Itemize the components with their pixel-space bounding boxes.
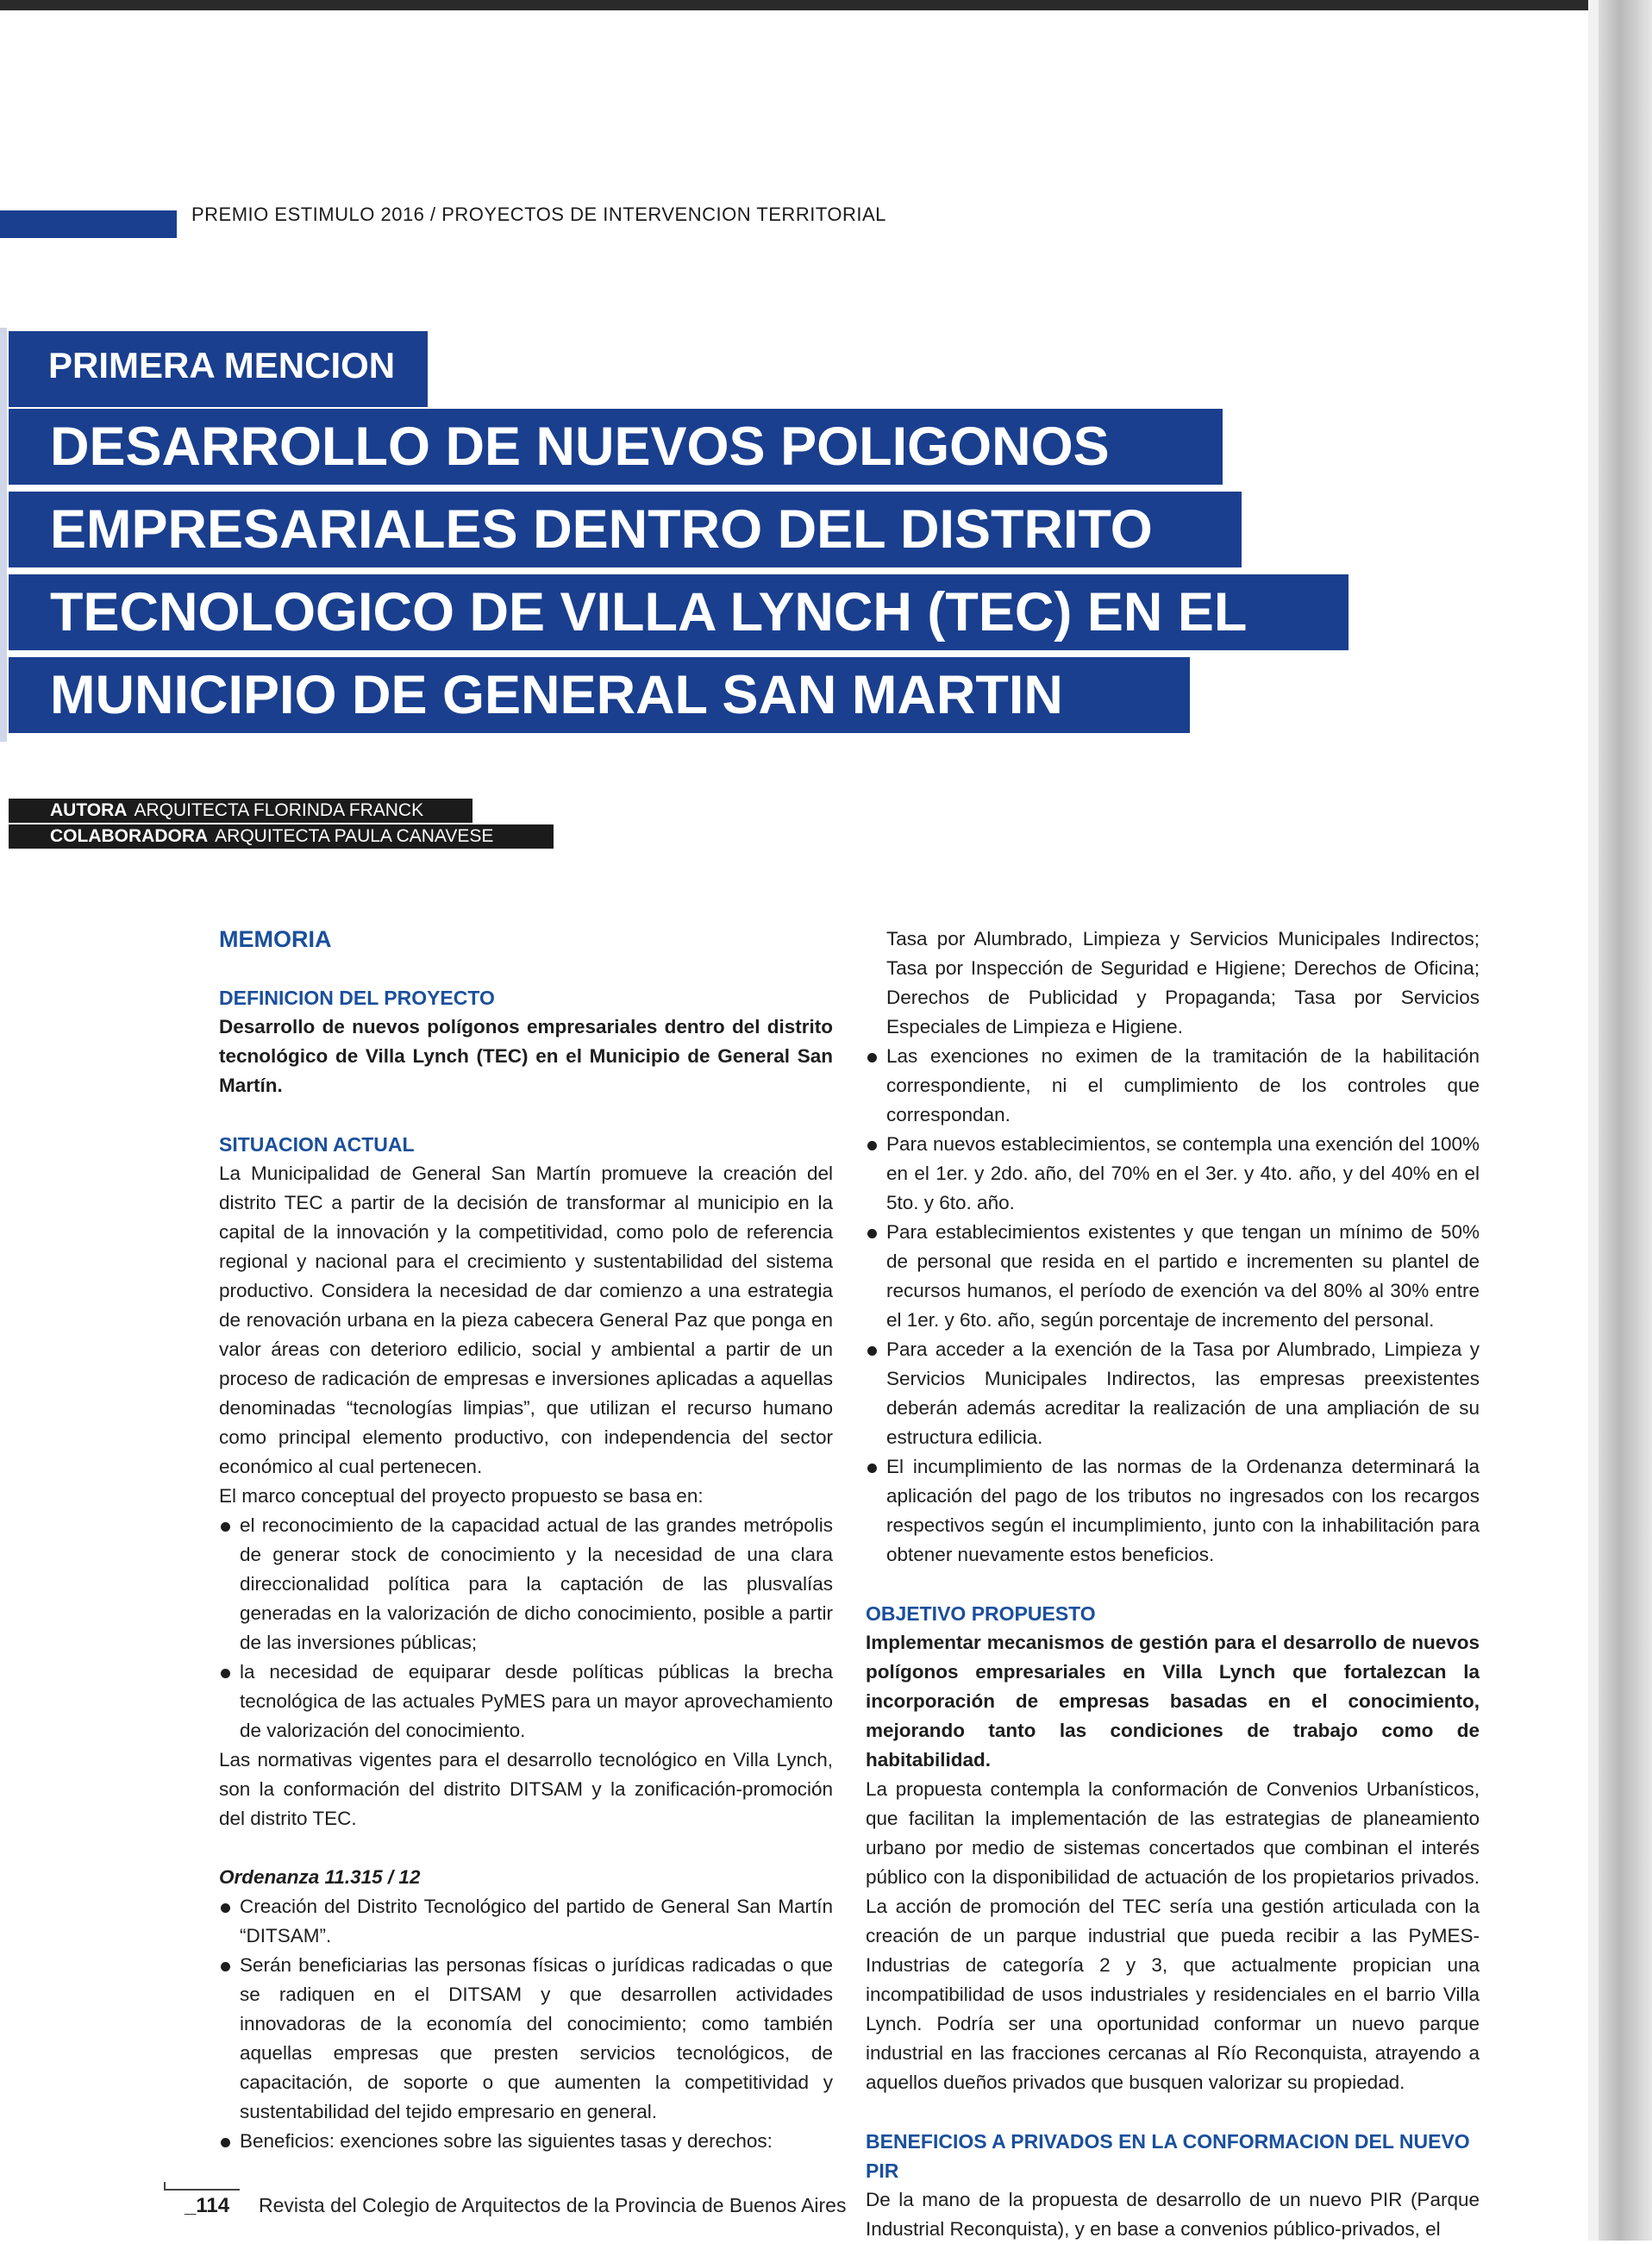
list-item-text: El incumplimiento de las normas de la Ordenanza determinará la aplicación del pago de los tributos no ingresados con los recargos respectivos según el incumplimiento, junto con la inhabilitación para obtener nuevamente estos beneficios. [886,1456,1480,1565]
collaborator-label: COLABORADORA [50,826,209,846]
binding-gap [1588,0,1599,2241]
list-item [866,1452,1480,1570]
definicion-text: Desarrollo de nuevos polígonos empresariales dentro del distrito tecnológico de Villa Lynch (TEC) en el Municipio de General San Martín. [219,1016,833,1096]
list-item [866,1218,1480,1335]
list-item-text: Serán beneficiarias las personas físicas o jurídicas radicadas o que se radiquen en el DITSAM y que desarrollen actividades innovadoras de la economía del conocimiento; como también aquellas empresas que presten servicios tecnológicos, de capacitación, de soporte o que aumenten la competitividad y sustentabilidad del tejido empresario en general. [240,1954,833,2122]
bullet-icon [867,1464,877,1473]
list-item [866,1130,1480,1218]
author-label: AUTORA [50,800,128,820]
list-item [866,1042,1480,1130]
list-item-text: Para establecimientos existentes y que tengan un mínimo de 50% de personal que resida en el partido e incrementen su plantel de recursos humanos, el período de exención va del 80% al 30% entre el 1er. y 6to. año, según porcentaje de incremento del personal. [886,1221,1480,1331]
situacion-paragraph-1: La Municipalidad de General San Martín promueve la creación del distrito TEC a partir de la decisión de transformar al municipio en la capital de la innovación y la competitividad, como polo de referencia regional y nacional para el crecimiento y sustentabilidad del sistema productivo. Considera la necesidad de dar comienzo a una estrategia de renovación urbana en la pieza cabecera General Paz que ponga en valor áreas con deterioro edilicio, social y ambiental a partir de un proceso de radicación de empresas e inversiones aplicadas a aquellas denominadas “tecnologías limpias”, que utilizan el recurso humano como principal elemento productivo, con independencia del sector económico al cual pertenecen. [219,1163,833,1477]
benefits-continuation: Tasa por Alumbrado, Limpieza y Servicios Municipales Indirectos; Tasa por Inspección de Seguridad e Higiene; Derechos de Oficina; Derechos de Publicidad y Propaganda; Tasa por Servicios Especiales de Limpieza e Higiene. [886,928,1480,1037]
right-column [866,925,1480,2244]
list-item [219,1658,833,1746]
list-item-text: el reconocimiento de la capacidad actual de las grandes metrópolis de generar stock de conocimiento y la necesidad de una clara direccionalidad política para la captación de las plusvalías generadas en la valorización de dicho conocimiento, posible a partir de las inversiones públicas; [240,1514,833,1653]
bullet-icon [221,1962,230,1971]
bullet-icon [221,1522,230,1532]
list-item-text: Para acceder a la exención de la Tasa por Alumbrado, Limpieza y Servicios Municipales Indirectos, las empresas preexistentes deberán además acreditar la realización de una ampliación de su estructura edilicia. [886,1338,1480,1448]
award-tag: PRIMERA MENCION [48,345,396,385]
list-item [219,1951,833,2127]
footer-rule [164,2189,240,2191]
list-item [219,2127,833,2156]
bullet-icon [867,1346,877,1356]
situacion-paragraph-2: El marco conceptual del proyecto propuesto se basa en: [219,1485,704,1507]
title-left-rule [0,328,7,742]
bullet-icon [221,1669,230,1678]
list-item [219,1511,833,1658]
facing-page-edge [1599,0,1652,2241]
collaborator-name: ARQUITECTA PAULA CANAVESE [215,826,494,846]
list-item-text: Creación del Distrito Tecnológico del partido de General San Martín “DITSAM”. [240,1896,833,1946]
section-kicker: PREMIO ESTIMULO 2016 / PROYECTOS DE INTERVENCION TERRITORIAL [191,204,886,225]
list-item-text: Beneficios: exenciones sobre las siguientes tasas y derechos: [240,2130,773,2152]
publication-name: Revista del Colegio de Arquitectos de la Provincia de Buenos Aires [259,2194,847,2216]
author-credit [9,799,472,823]
bullet-icon [221,2138,230,2147]
title-line-3: TECNOLOGICO DE VILLA LYNCH (TEC) EN EL [9,574,1349,650]
kicker-bar [0,210,177,238]
left-column [219,925,833,2156]
situacion-heading: SITUACION ACTUAL [219,1133,415,1156]
situacion-paragraph-3: Las normativas vigentes para el desarrollo tecnológico en Villa Lynch, son la conformación del distrito DITSAM y la zonificación-promoción del distrito TEC. [219,1749,833,1829]
objetivo-text: La propuesta contempla la conformación de Convenios Urbanísticos, que facilitan la implementación de las estrategias de planeamiento urbano por medio de sistemas concertados que combinan el interés público con la disponibilidad de actuación de los propietarios privados. La acción de promoción del TEC sería una gestión articulada con la creación de un parque industrial que pueda recibir a las PyMES-Industrias de categoría 2 y 3, que actualmente propician una incompatibilidad de usos industriales y residenciales en el barrio Villa Lynch. Podría ser una oportunidad conformar un nuevo parque industrial en las fracciones cercanas al Río Reconquista, atrayendo a aquellos dueños privados que busquen valorizar su propiedad. [866,1778,1480,2093]
definicion-heading: DEFINICION DEL PROYECTO [219,987,495,1009]
author-name: ARQUITECTA FLORINDA FRANCK [134,800,424,820]
list-item-text: Las exenciones no eximen de la tramitación de la habilitación correspondiente, ni el cumplimiento de los controles que correspondan. [886,1045,1480,1125]
title-line-2: EMPRESARIALES DENTRO DEL DISTRITO [9,492,1242,567]
ordenanza-title: Ordenanza 11.315 / 12 [219,1866,421,1888]
page-top-edge [0,0,1652,10]
list-item [219,1892,833,1951]
title-line-1: DESARROLLO DE NUEVOS POLIGONOS [9,409,1223,485]
memoria-heading: MEMORIA [219,926,332,952]
list-item-text: Para nuevos establecimientos, se contempla una exención del 100% en el 1er. y 2do. año, del 70% en el 3er. y 4to. año, y del 40% en el 5to. y 6to. año. [886,1133,1480,1213]
page-number: _114 [185,2194,230,2217]
title-line-4: MUNICIPIO DE GENERAL SAN MARTIN [9,657,1190,733]
bullet-icon [867,1053,877,1062]
bullet-icon [867,1229,877,1238]
list-item-text: la necesidad de equiparar desde políticas públicas la brecha tecnológica de las actuales PyMES para un mayor aprovechamiento de valorización del conocimiento. [240,1661,833,1741]
list-item [866,1335,1480,1452]
objetivo-lead: Implementar mecanismos de gestión para el desarrollo de nuevos polígonos empresariales en Villa Lynch que fortalezcan la incorporación de empresas basadas en el conocimiento, mejorando tanto las condiciones de trabajo como de habitabilidad. [866,1632,1480,1771]
bullet-icon [867,1141,877,1150]
bullet-icon [221,1903,230,1913]
collaborator-credit [9,824,554,849]
objetivo-heading: OBJETIVO PROPUESTO [866,1602,1096,1625]
beneficios-heading: BENEFICIOS A PRIVADOS EN LA CONFORMACION DEL NUEVO PIR [866,2130,1470,2182]
beneficios-text: De la mano de la propuesta de desarrollo de un nuevo PIR (Parque Industrial Reconquista), y en base a convenios público-privados, el [866,2189,1480,2240]
